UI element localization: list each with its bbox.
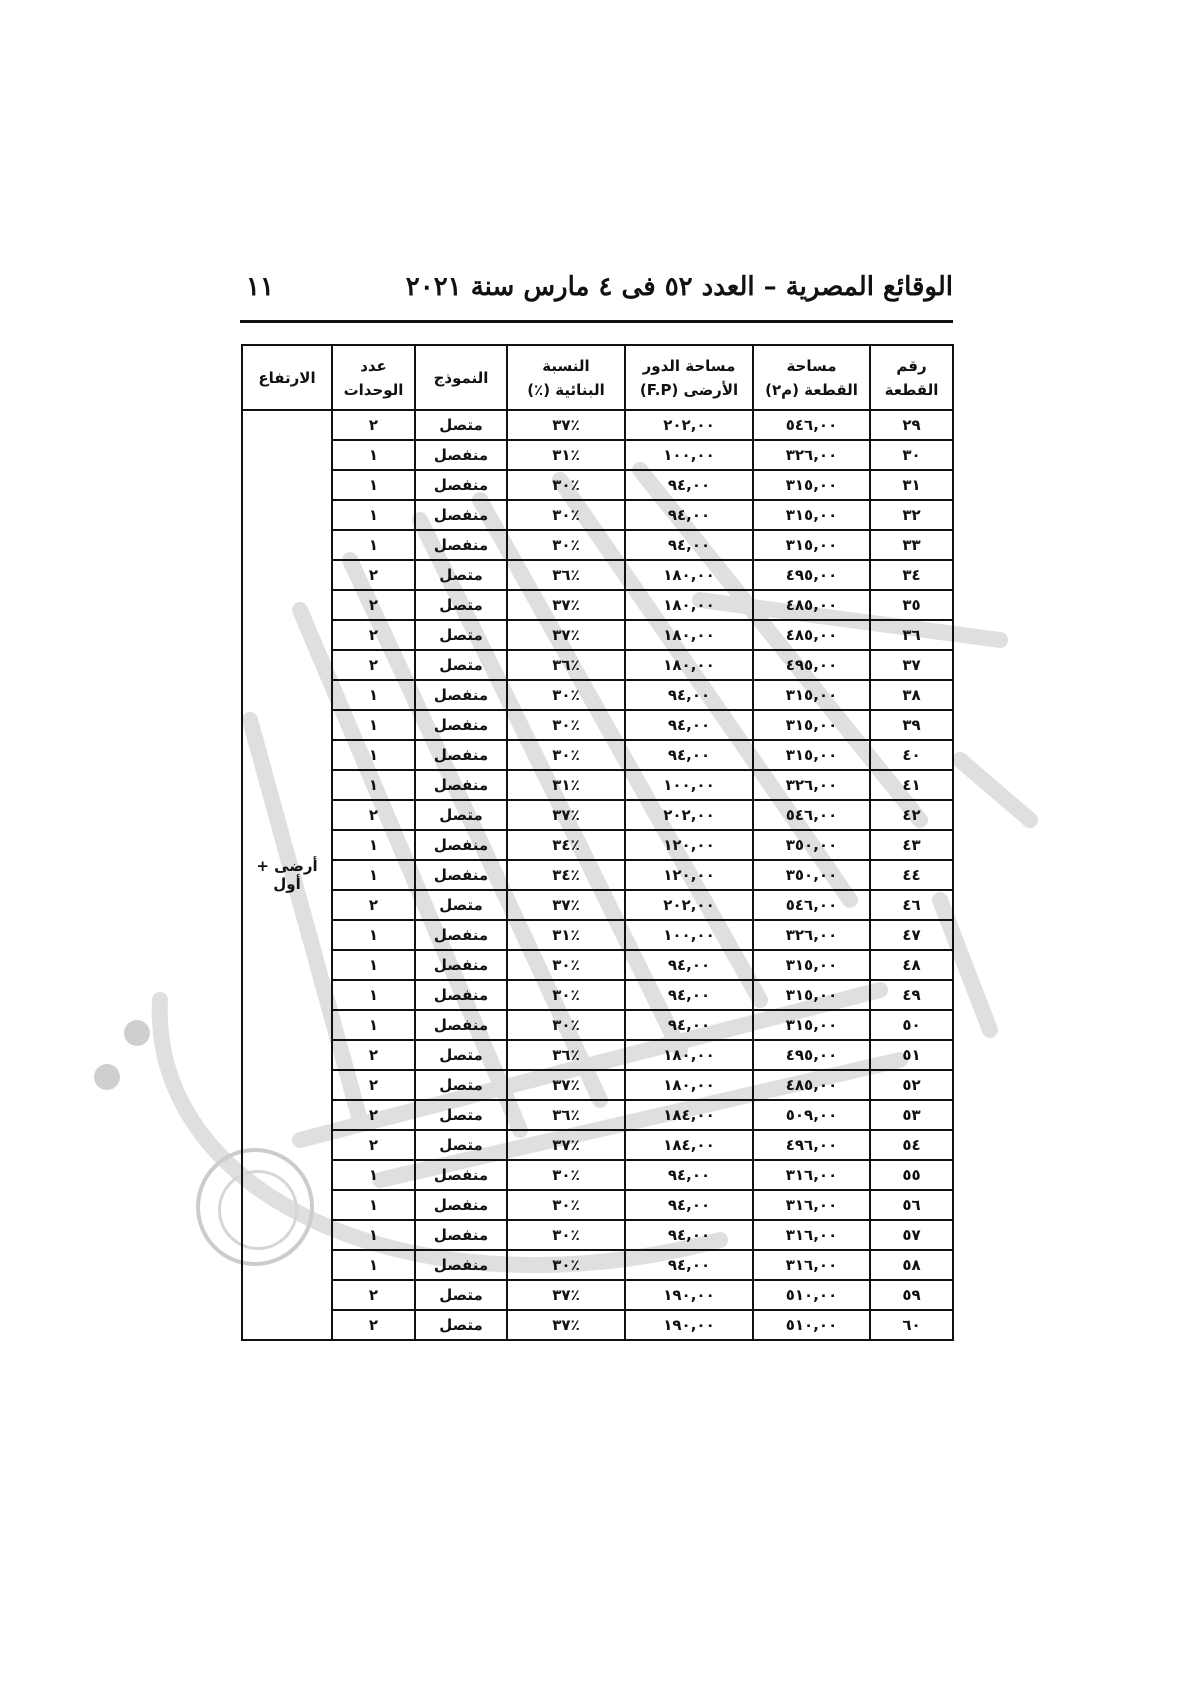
- table-row: [242, 860, 953, 890]
- building-ratio-cell: ٪٣٧: [507, 800, 625, 830]
- units-count-cell: ١: [332, 440, 415, 470]
- table-row: [242, 800, 953, 830]
- plot-number-cell: ٣٧: [870, 650, 953, 680]
- plot-number-cell: ٥٨: [870, 1250, 953, 1280]
- plot-area-cell: ٥١٠,٠٠: [753, 1310, 870, 1340]
- units-count-cell: ١: [332, 1220, 415, 1250]
- building-ratio-cell: ٪٣٠: [507, 740, 625, 770]
- plot-number-cell: ٤٠: [870, 740, 953, 770]
- ground-floor-area-cell: ١٨٠,٠٠: [625, 1070, 753, 1100]
- units-count-cell: ٢: [332, 1100, 415, 1130]
- units-count-cell: ١: [332, 470, 415, 500]
- col-header-building-ratio: النسبة البنائية (٪): [507, 345, 625, 410]
- model-cell: منفصل: [415, 500, 507, 530]
- table-row: [242, 470, 953, 500]
- ground-floor-area-cell: ١٩٠,٠٠: [625, 1280, 753, 1310]
- table-row: [242, 830, 953, 860]
- plot-number-cell: ٣١: [870, 470, 953, 500]
- building-ratio-cell: ٪٣٦: [507, 1100, 625, 1130]
- table-row: [242, 560, 953, 590]
- model-cell: منفصل: [415, 530, 507, 560]
- ground-floor-area-cell: ١٢٠,٠٠: [625, 860, 753, 890]
- table-row: [242, 650, 953, 680]
- plot-area-cell: ٣١٥,٠٠: [753, 1010, 870, 1040]
- units-count-cell: ٢: [332, 560, 415, 590]
- table-row: [242, 1310, 953, 1340]
- plot-area-cell: ٤٨٥,٠٠: [753, 590, 870, 620]
- plot-number-cell: ٤١: [870, 770, 953, 800]
- model-cell: منفصل: [415, 440, 507, 470]
- ground-floor-area-cell: ٢٠٢,٠٠: [625, 800, 753, 830]
- building-ratio-cell: ٪٣٠: [507, 500, 625, 530]
- height-cell: أرضى + أول: [242, 410, 332, 1340]
- model-cell: متصل: [415, 590, 507, 620]
- model-cell: منفصل: [415, 710, 507, 740]
- units-count-cell: ٢: [332, 1070, 415, 1100]
- building-ratio-cell: ٪٣٧: [507, 590, 625, 620]
- plot-area-cell: ٣١٥,٠٠: [753, 950, 870, 980]
- building-ratio-cell: ٪٣٧: [507, 890, 625, 920]
- table-row: [242, 710, 953, 740]
- watermark-dot: [94, 1064, 120, 1090]
- ground-floor-area-cell: ٩٤,٠٠: [625, 980, 753, 1010]
- model-cell: منفصل: [415, 1250, 507, 1280]
- table-row: [242, 740, 953, 770]
- ground-floor-area-cell: ١٩٠,٠٠: [625, 1310, 753, 1340]
- plot-area-cell: ٣١٥,٠٠: [753, 710, 870, 740]
- plot-area-cell: ٣١٦,٠٠: [753, 1220, 870, 1250]
- model-cell: منفصل: [415, 1220, 507, 1250]
- ground-floor-area-cell: ١٨٠,٠٠: [625, 620, 753, 650]
- plot-number-cell: ٥٠: [870, 1010, 953, 1040]
- model-cell: منفصل: [415, 860, 507, 890]
- plot-area-cell: ٤٨٥,٠٠: [753, 1070, 870, 1100]
- ground-floor-area-cell: ٩٤,٠٠: [625, 680, 753, 710]
- col-header-model: النموذج: [415, 345, 507, 410]
- units-count-cell: ١: [332, 530, 415, 560]
- ground-floor-area-cell: ١٨٤,٠٠: [625, 1130, 753, 1160]
- model-cell: منفصل: [415, 680, 507, 710]
- watermark-dot: [124, 1020, 150, 1046]
- plot-number-cell: ٣٢: [870, 500, 953, 530]
- building-ratio-cell: ٪٣٠: [507, 1010, 625, 1040]
- plot-number-cell: ٥٥: [870, 1160, 953, 1190]
- model-cell: متصل: [415, 1040, 507, 1070]
- col-header-plot-area: مساحة القطعة (م٢): [753, 345, 870, 410]
- col-header-ground-floor-area: مساحة الدور الأرضى (F.P): [625, 345, 753, 410]
- table-row: [242, 500, 953, 530]
- building-ratio-cell: ٪٣٦: [507, 1040, 625, 1070]
- model-cell: متصل: [415, 560, 507, 590]
- ground-floor-area-cell: ٩٤,٠٠: [625, 1010, 753, 1040]
- model-cell: متصل: [415, 1130, 507, 1160]
- plot-number-cell: ٤٦: [870, 890, 953, 920]
- building-ratio-cell: ٪٣٠: [507, 1160, 625, 1190]
- ground-floor-area-cell: ١٢٠,٠٠: [625, 830, 753, 860]
- plot-number-cell: ٥٧: [870, 1220, 953, 1250]
- units-count-cell: ٢: [332, 590, 415, 620]
- building-ratio-cell: ٪٣٧: [507, 1280, 625, 1310]
- ground-floor-area-cell: ٩٤,٠٠: [625, 1250, 753, 1280]
- ground-floor-area-cell: ٩٤,٠٠: [625, 1220, 753, 1250]
- page-number: ١١: [246, 272, 274, 302]
- units-count-cell: ١: [332, 740, 415, 770]
- plot-area-cell: ٣١٥,٠٠: [753, 500, 870, 530]
- building-ratio-cell: ٪٣٠: [507, 470, 625, 500]
- ground-floor-area-cell: ١٨٤,٠٠: [625, 1100, 753, 1130]
- model-cell: منفصل: [415, 1010, 507, 1040]
- building-ratio-cell: ٪٣٦: [507, 560, 625, 590]
- ground-floor-area-cell: ٢٠٢,٠٠: [625, 890, 753, 920]
- model-cell: متصل: [415, 1100, 507, 1130]
- plot-number-cell: ٣٣: [870, 530, 953, 560]
- building-ratio-cell: ٪٣٦: [507, 650, 625, 680]
- plot-area-cell: ٤٨٥,٠٠: [753, 620, 870, 650]
- units-count-cell: ١: [332, 500, 415, 530]
- building-ratio-cell: ٪٣٠: [507, 980, 625, 1010]
- building-ratio-cell: ٪٣٠: [507, 1190, 625, 1220]
- table-row: [242, 1190, 953, 1220]
- table-row: [242, 530, 953, 560]
- plots-table: [241, 344, 954, 1341]
- units-count-cell: ١: [332, 950, 415, 980]
- plot-number-cell: ٣٩: [870, 710, 953, 740]
- model-cell: منفصل: [415, 770, 507, 800]
- units-count-cell: ١: [332, 980, 415, 1010]
- ground-floor-area-cell: ٩٤,٠٠: [625, 1190, 753, 1220]
- plot-area-cell: ٥١٠,٠٠: [753, 1280, 870, 1310]
- building-ratio-cell: ٪٣٧: [507, 620, 625, 650]
- model-cell: منفصل: [415, 740, 507, 770]
- table-row: [242, 1100, 953, 1130]
- building-ratio-cell: ٪٣٠: [507, 950, 625, 980]
- units-count-cell: ١: [332, 710, 415, 740]
- plot-number-cell: ٤٢: [870, 800, 953, 830]
- ground-floor-area-cell: ٩٤,٠٠: [625, 530, 753, 560]
- plot-number-cell: ٤٩: [870, 980, 953, 1010]
- plot-number-cell: ٦٠: [870, 1310, 953, 1340]
- ground-floor-area-cell: ٩٤,٠٠: [625, 1160, 753, 1190]
- model-cell: متصل: [415, 620, 507, 650]
- plot-number-cell: ٥١: [870, 1040, 953, 1070]
- units-count-cell: ١: [332, 1250, 415, 1280]
- plot-number-cell: ٥٩: [870, 1280, 953, 1310]
- units-count-cell: ٢: [332, 1040, 415, 1070]
- model-cell: منفصل: [415, 470, 507, 500]
- gazette-title: الوقائع المصرية – العدد ٥٢ فى ٤ مارس سنة ٢٠٢١: [405, 272, 953, 302]
- units-count-cell: ١: [332, 1160, 415, 1190]
- model-cell: متصل: [415, 800, 507, 830]
- table-row: [242, 1130, 953, 1160]
- model-cell: منفصل: [415, 980, 507, 1010]
- plot-number-cell: ٣٤: [870, 560, 953, 590]
- ground-floor-area-cell: ١٨٠,٠٠: [625, 650, 753, 680]
- plot-area-cell: ٥٤٦,٠٠: [753, 890, 870, 920]
- table-row: [242, 680, 953, 710]
- plot-area-cell: ٥٠٩,٠٠: [753, 1100, 870, 1130]
- model-cell: متصل: [415, 1310, 507, 1340]
- building-ratio-cell: ٪٣١: [507, 770, 625, 800]
- model-cell: متصل: [415, 1070, 507, 1100]
- ground-floor-area-cell: ٩٤,٠٠: [625, 470, 753, 500]
- table-row: [242, 410, 953, 440]
- table-header-row: [242, 345, 953, 410]
- ground-floor-area-cell: ١٨٠,٠٠: [625, 1040, 753, 1070]
- plot-number-cell: ٥٣: [870, 1100, 953, 1130]
- table-row: [242, 1220, 953, 1250]
- building-ratio-cell: ٪٣٧: [507, 1070, 625, 1100]
- plot-area-cell: ٣٥٠,٠٠: [753, 830, 870, 860]
- col-header-units-count: عدد الوحدات: [332, 345, 415, 410]
- model-cell: منفصل: [415, 950, 507, 980]
- plot-area-cell: ٤٩٥,٠٠: [753, 1040, 870, 1070]
- building-ratio-cell: ٪٣٠: [507, 710, 625, 740]
- table-row: [242, 620, 953, 650]
- ground-floor-area-cell: ١٨٠,٠٠: [625, 590, 753, 620]
- ground-floor-area-cell: ٩٤,٠٠: [625, 950, 753, 980]
- plot-number-cell: ٤٣: [870, 830, 953, 860]
- ground-floor-area-cell: ١٨٠,٠٠: [625, 560, 753, 590]
- units-count-cell: ١: [332, 860, 415, 890]
- plot-area-cell: ٤٩٦,٠٠: [753, 1130, 870, 1160]
- units-count-cell: ١: [332, 1190, 415, 1220]
- building-ratio-cell: ٪٣٤: [507, 860, 625, 890]
- units-count-cell: ١: [332, 1010, 415, 1040]
- building-ratio-cell: ٪٣١: [507, 440, 625, 470]
- plot-number-cell: ٣٥: [870, 590, 953, 620]
- building-ratio-cell: ٪٣٧: [507, 410, 625, 440]
- table-row: [242, 1280, 953, 1310]
- model-cell: منفصل: [415, 1160, 507, 1190]
- table-row: [242, 590, 953, 620]
- model-cell: متصل: [415, 650, 507, 680]
- units-count-cell: ١: [332, 830, 415, 860]
- plot-area-cell: ٤٩٥,٠٠: [753, 560, 870, 590]
- table-row: [242, 1250, 953, 1280]
- plot-number-cell: ٣٨: [870, 680, 953, 710]
- building-ratio-cell: ٪٣٠: [507, 680, 625, 710]
- model-cell: متصل: [415, 410, 507, 440]
- plot-number-cell: ٣٦: [870, 620, 953, 650]
- table-row: [242, 980, 953, 1010]
- model-cell: متصل: [415, 890, 507, 920]
- ground-floor-area-cell: ٩٤,٠٠: [625, 740, 753, 770]
- plot-area-cell: ٤٩٥,٠٠: [753, 650, 870, 680]
- units-count-cell: ٢: [332, 1280, 415, 1310]
- ground-floor-area-cell: ١٠٠,٠٠: [625, 770, 753, 800]
- table-row: [242, 770, 953, 800]
- ground-floor-area-cell: ٩٤,٠٠: [625, 710, 753, 740]
- table-row: [242, 920, 953, 950]
- table-row: [242, 1040, 953, 1070]
- col-header-plot-number: رقم القطعة: [870, 345, 953, 410]
- plot-area-cell: ٣١٥,٠٠: [753, 980, 870, 1010]
- units-count-cell: ٢: [332, 620, 415, 650]
- units-count-cell: ٢: [332, 1130, 415, 1160]
- ground-floor-area-cell: ١٠٠,٠٠: [625, 440, 753, 470]
- plot-area-cell: ٣١٥,٠٠: [753, 530, 870, 560]
- plot-area-cell: ٣١٥,٠٠: [753, 470, 870, 500]
- plot-area-cell: ٣١٥,٠٠: [753, 740, 870, 770]
- units-count-cell: ٢: [332, 1310, 415, 1340]
- table-row: [242, 950, 953, 980]
- plot-area-cell: ٣١٦,٠٠: [753, 1160, 870, 1190]
- units-count-cell: ١: [332, 920, 415, 950]
- col-header-height: الارتفاع: [242, 345, 332, 410]
- units-count-cell: ١: [332, 770, 415, 800]
- plot-area-cell: ٥٤٦,٠٠: [753, 800, 870, 830]
- units-count-cell: ١: [332, 680, 415, 710]
- plot-area-cell: ٣٢٦,٠٠: [753, 440, 870, 470]
- plot-number-cell: ٢٩: [870, 410, 953, 440]
- table-row: [242, 1160, 953, 1190]
- plot-area-cell: ٣٢٦,٠٠: [753, 920, 870, 950]
- table-row: [242, 890, 953, 920]
- plot-area-cell: ٣٥٠,٠٠: [753, 860, 870, 890]
- building-ratio-cell: ٪٣٤: [507, 830, 625, 860]
- table-row: [242, 440, 953, 470]
- building-ratio-cell: ٪٣٠: [507, 1250, 625, 1280]
- building-ratio-cell: ٪٣٠: [507, 530, 625, 560]
- plot-number-cell: ٤٨: [870, 950, 953, 980]
- table-row: [242, 1010, 953, 1040]
- units-count-cell: ٢: [332, 890, 415, 920]
- plot-area-cell: ٣٢٦,٠٠: [753, 770, 870, 800]
- plot-number-cell: ٥٤: [870, 1130, 953, 1160]
- plot-number-cell: ٥٦: [870, 1190, 953, 1220]
- table-row: [242, 1070, 953, 1100]
- plot-area-cell: ٣١٦,٠٠: [753, 1250, 870, 1280]
- plot-number-cell: ٥٢: [870, 1070, 953, 1100]
- ground-floor-area-cell: ٩٤,٠٠: [625, 500, 753, 530]
- model-cell: منفصل: [415, 830, 507, 860]
- plot-number-cell: ٣٠: [870, 440, 953, 470]
- units-count-cell: ٢: [332, 410, 415, 440]
- building-ratio-cell: ٪٣١: [507, 920, 625, 950]
- units-count-cell: ٢: [332, 800, 415, 830]
- model-cell: منفصل: [415, 920, 507, 950]
- building-ratio-cell: ٪٣٧: [507, 1310, 625, 1340]
- plot-area-cell: ٣١٦,٠٠: [753, 1190, 870, 1220]
- plot-area-cell: ٥٤٦,٠٠: [753, 410, 870, 440]
- plot-area-cell: ٣١٥,٠٠: [753, 680, 870, 710]
- building-ratio-cell: ٪٣٠: [507, 1220, 625, 1250]
- units-count-cell: ٢: [332, 650, 415, 680]
- plot-number-cell: ٤٧: [870, 920, 953, 950]
- building-ratio-cell: ٪٣٧: [507, 1130, 625, 1160]
- ground-floor-area-cell: ٢٠٢,٠٠: [625, 410, 753, 440]
- model-cell: منفصل: [415, 1190, 507, 1220]
- plot-number-cell: ٤٤: [870, 860, 953, 890]
- model-cell: متصل: [415, 1280, 507, 1310]
- ground-floor-area-cell: ١٠٠,٠٠: [625, 920, 753, 950]
